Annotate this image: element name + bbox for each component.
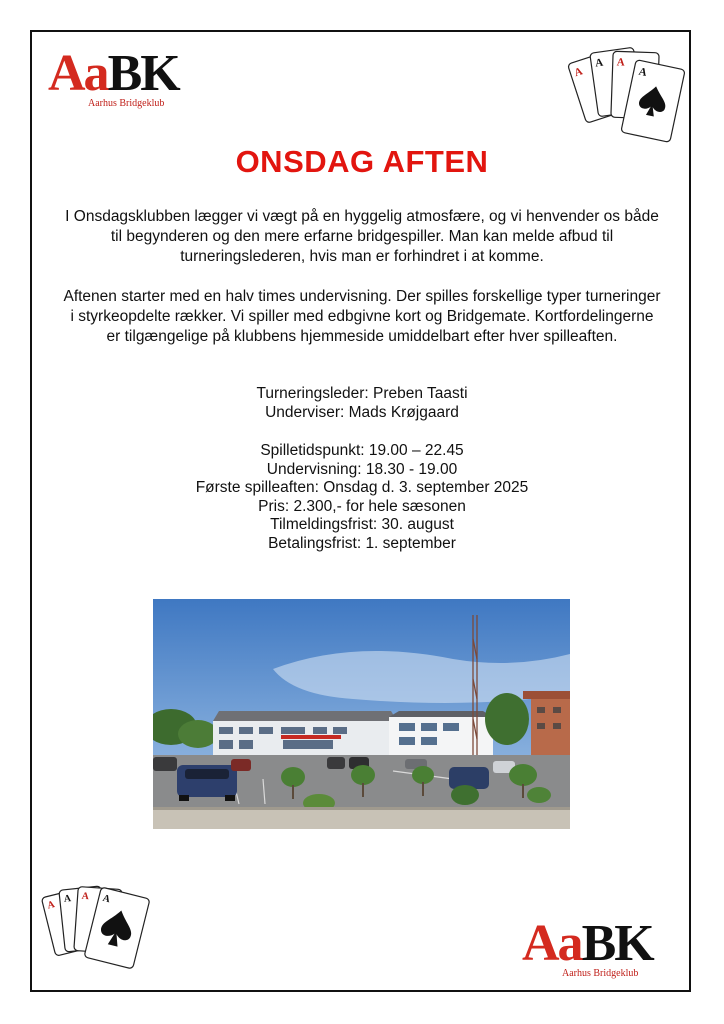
payment-deadline: Betalingsfrist: 1. september [268,534,456,552]
first-evening: Første spilleaften: Onsdag d. 3. september 2025 [195,479,529,496]
playing-cards-icon [566,40,688,150]
svg-text:A: A [63,893,72,905]
svg-text:A: A [572,65,585,80]
signup-deadline: Tilmeldingsfrist: 30. august [270,516,454,533]
club-logo-bottom [522,915,682,982]
contacts-block [62,385,662,422]
price: Pris: 2.300,- for hele sæsonen [258,497,466,515]
logo-subtitle: Aarhus Bridgeklub [88,98,165,109]
details-block [62,442,662,553]
teaching-time: Undervisning: 18.30 - 19.00 [266,460,458,478]
svg-text:A: A [101,892,112,906]
club-logo-top [48,45,208,112]
logo-mark: AaBK [48,45,179,102]
logo-mark: AaBK [522,915,653,972]
svg-text:A: A [637,65,648,79]
program-paragraph: Aftenen starter med en halv times undervisning. Der spilles forskellige typer turneringer i styrkeopdelte rækker. Vi spiller med edbgivne kort og Bridgemate. Kortfordelingerne er tilgængelige på klubbens hjemmeside umiddelbart efter hver spilleaften. [63,288,661,345]
instructor: Underviser: Mads Krøjgaard [265,403,459,421]
svg-text:A: A [46,899,56,912]
playing-cards-icon [40,878,160,978]
svg-text:A: A [81,890,90,903]
tournament-director: Turneringsleder: Preben Taasti [256,385,468,402]
svg-text:A: A [594,56,604,70]
club-building-photo [153,599,570,829]
intro-paragraph: I Onsdagsklubben lægger vi vægt på en hyggelig atmosfære, og vi henvender os både til begynderen og den mere erfarne bridgespiller. Man kan melde afbud til turneringslederen, hvis man er forhindret i at komme. [65,208,659,265]
play-time: Spilletidspunkt: 19.00 – 22.45 [260,442,464,459]
page-title: ONSDAG AFTEN [235,144,489,179]
svg-text:A: A [616,56,625,69]
logo-subtitle: Aarhus Bridgeklub [562,968,639,979]
